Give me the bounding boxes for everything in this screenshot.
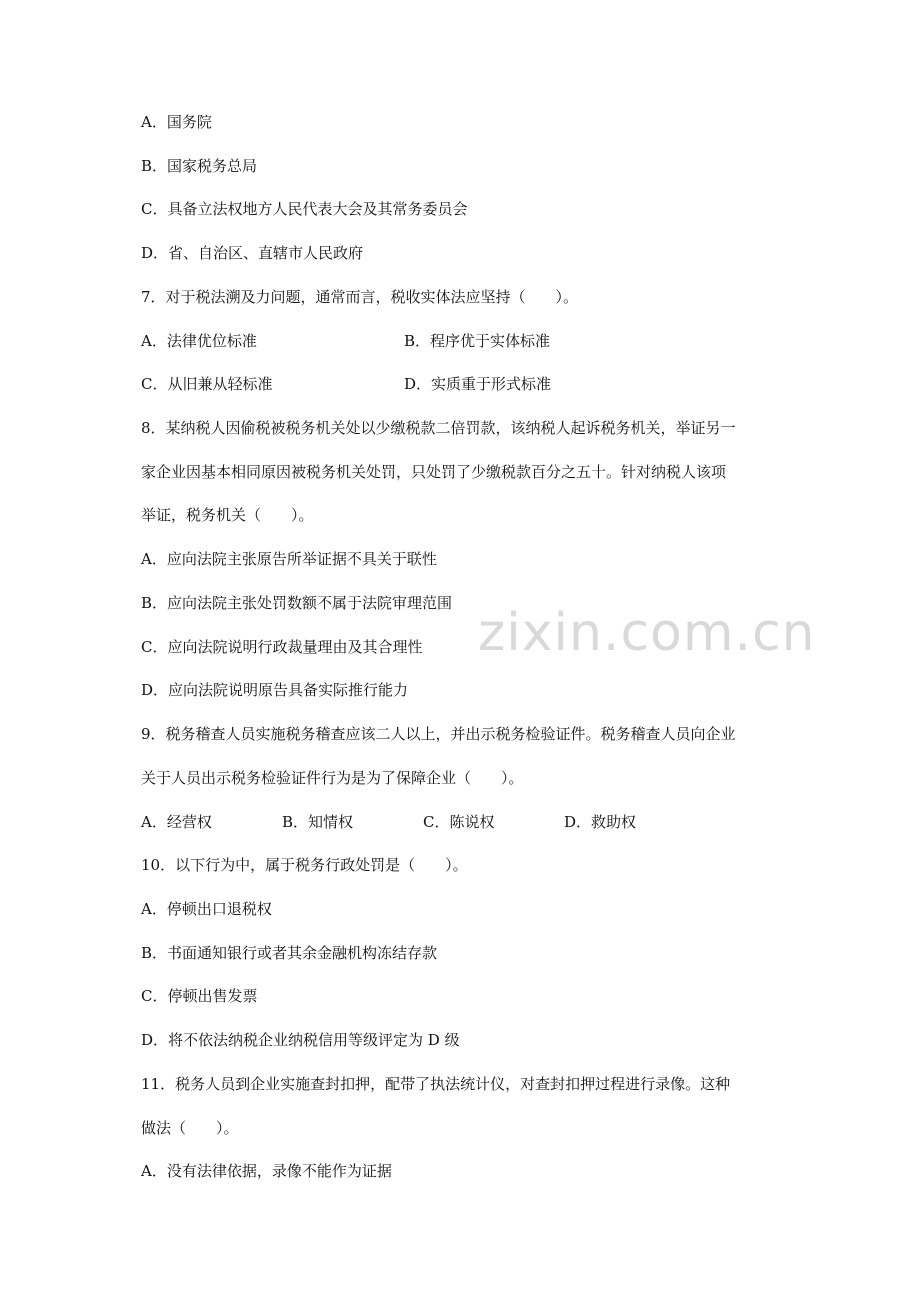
q11-stem-line-1: 11．税务人员到企业实施查封扣押，配带了执法统计仪，对查封扣押过程进行录像。这种 bbox=[141, 1075, 731, 1093]
q9-option-d: D．救助权 bbox=[564, 813, 637, 831]
q7-stem: 7．对于税法溯及力问题，通常而言，税收实体法应坚持（ ）。 bbox=[141, 288, 579, 306]
q8-stem-line-1: 8．某纳税人因偷税被税务机关处以少缴税款二倍罚款，该纳税人起诉税务机关，举证另一 bbox=[141, 419, 736, 437]
q8-stem-line-3: 举证，税务机关（ ）。 bbox=[141, 506, 314, 524]
q8-option-a: A．应向法院主张原告所举证据不具关于联性 bbox=[141, 550, 437, 568]
q9-option-c: C．陈说权 bbox=[423, 813, 495, 831]
q8-option-c: C．应向法院说明行政裁量理由及其合理性 bbox=[141, 638, 423, 656]
q6-option-c: C．具备立法权地方人民代表大会及其常务委员会 bbox=[141, 200, 468, 218]
q9-option-a: A．经营权 bbox=[141, 813, 212, 831]
q8-option-d: D．应向法院说明原告具备实际推行能力 bbox=[141, 681, 409, 699]
q9-stem-line-1: 9．税务稽查人员实施税务稽查应该二人以上，并出示税务检验证件。税务稽查人员向企业 bbox=[141, 725, 736, 743]
q7-option-c: C．从旧兼从轻标准 bbox=[141, 375, 273, 393]
q10-option-d: D．将不依法纳税企业纳税信用等级评定为 D 级 bbox=[141, 1031, 460, 1049]
site-watermark: zixin.com.cn bbox=[478, 603, 816, 663]
q10-stem: 10．以下行为中，属于税务行政处罚是（ ）。 bbox=[141, 856, 468, 874]
q7-option-b: B．程序优于实体标准 bbox=[404, 332, 551, 350]
q6-option-d: D．省、自治区、直辖市人民政府 bbox=[141, 244, 364, 262]
q10-option-a: A．停顿出口退税权 bbox=[141, 900, 272, 918]
q7-option-d: D．实质重于形式标准 bbox=[404, 375, 552, 393]
q11-stem-line-2: 做法（ ）。 bbox=[141, 1119, 239, 1137]
q10-option-c: C．停顿出售发票 bbox=[141, 987, 258, 1005]
q8-stem-line-2: 家企业因基本相同原因被税务机关处罚，只处罚了少缴税款百分之五十。针对纳税人该项 bbox=[141, 463, 727, 481]
q11-option-a: A．没有法律依据，录像不能作为证据 bbox=[141, 1162, 392, 1180]
q6-option-a: A．国务院 bbox=[141, 113, 212, 131]
q7-option-a: A．法律优位标准 bbox=[141, 332, 257, 350]
q6-option-b: B．国家税务总局 bbox=[141, 157, 258, 175]
q9-option-b: B．知情权 bbox=[282, 813, 354, 831]
q10-option-b: B．书面通知银行或者其余金融机构冻结存款 bbox=[141, 944, 438, 962]
q9-stem-line-2: 关于人员出示税务检验证件行为是为了保障企业（ ）。 bbox=[141, 769, 524, 787]
q8-option-b: B．应向法院主张处罚数额不属于法院审理范围 bbox=[141, 594, 453, 612]
